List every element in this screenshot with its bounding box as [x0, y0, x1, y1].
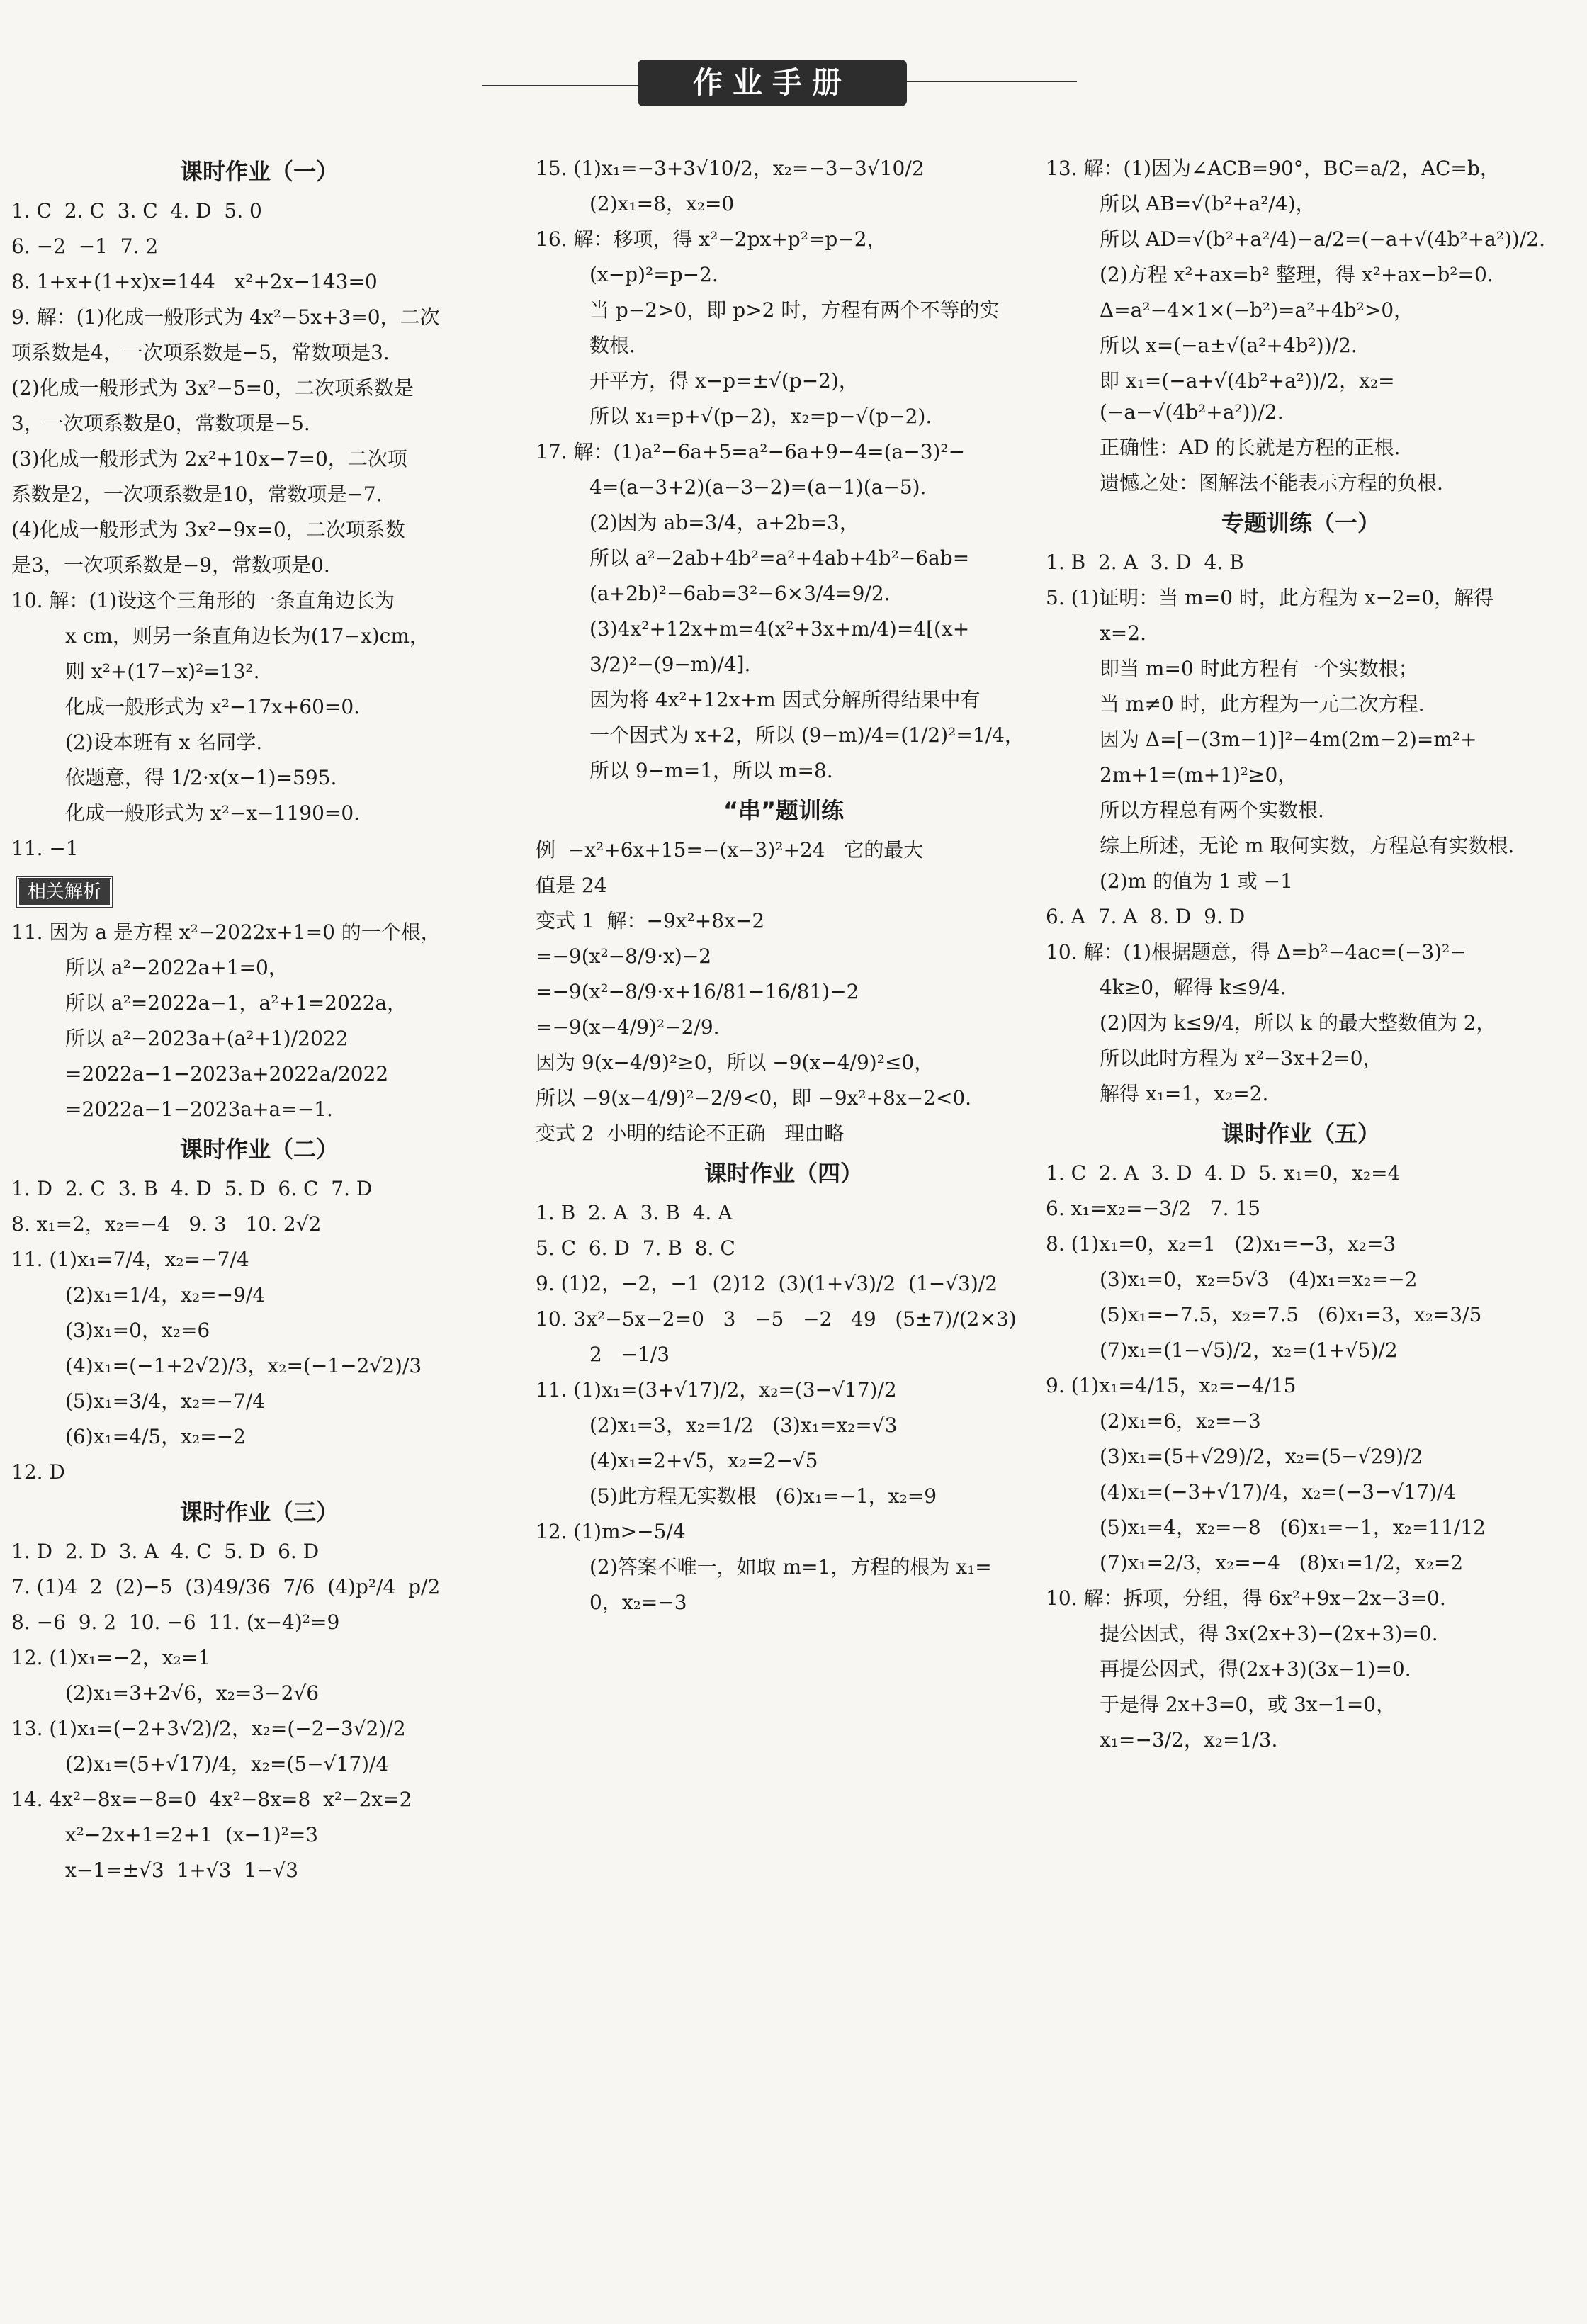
- answer-line: 所以 AB=√(b²+a²/4)，: [1100, 192, 1316, 215]
- answer-line: 正确性：AD 的长就是方程的正根.: [1100, 436, 1401, 459]
- answer-line: 所以方程总有两个实数根.: [1100, 799, 1324, 822]
- answer-line: 10. 解：拆项，分组，得 6x²+9x−2x−3=0.: [1046, 1586, 1446, 1610]
- answer-line: 13. (1)x₁=(−2+3√2)/2，x₂=(−2−3√2)/2: [11, 1717, 406, 1740]
- answer-line: 系数是2，一次项系数是10，常数项是−7.: [11, 483, 383, 506]
- answer-line: 当 p−2>0，即 p>2 时，方程有两个不等的实: [589, 298, 1000, 322]
- answer-line: =−9(x²−8/9·x)−2: [536, 944, 712, 968]
- section-heading: 课时作业（五）: [1221, 1120, 1380, 1147]
- tag-row: [11, 869, 507, 913]
- answer-line: Δ=a²−4×1×(−b²)=a²+4b²>0，: [1100, 298, 1414, 322]
- answer-line: (5)x₁=4，x₂=−8 (6)x₁=−1，x₂=11/12: [1100, 1516, 1486, 1539]
- answer-line: (a+2b)²−6ab=3²−6×3/4=9/2.: [589, 582, 891, 605]
- answer-line: (2)x₁=3，x₂=1/2 (3)x₁=x₂=√3: [589, 1414, 898, 1437]
- answer-line: 所以 a²=2022a−1，a²+1=2022a，: [65, 991, 407, 1015]
- answer-line: (6)x₁=4/5，x₂=−2: [65, 1425, 246, 1448]
- answer-line: 一个因式为 x+2，所以 (9−m)/4=(1/2)²=1/4，: [589, 723, 1024, 747]
- answer-line: 1. D 2. C 3. B 4. D 5. D 6. C 7. D: [11, 1177, 373, 1200]
- page-title: 作业手册: [638, 60, 907, 106]
- answer-line: (4)x₁=(−3+√17)/4，x₂=(−3−√17)/4: [1100, 1480, 1457, 1504]
- answer-line: 0，x₂=−3: [589, 1591, 687, 1614]
- answer-line: (3)x₁=0，x₂=6: [65, 1319, 210, 1342]
- answer-line: =2022a−1−2023a+a=−1.: [65, 1098, 333, 1121]
- section-heading: “串”题训练: [723, 797, 845, 824]
- answer-line: (2)因为 ab=3/4，a+2b=3，: [589, 511, 859, 534]
- answer-line: 所以 −9(x−4/9)²−2/9<0，即 −9x²+8x−2<0.: [536, 1086, 972, 1110]
- answer-line: 11. (1)x₁=(3+√17)/2，x₂=(3−√17)/2: [536, 1378, 897, 1401]
- answer-line: x₁=−3/2，x₂=1/3.: [1100, 1728, 1278, 1752]
- answer-line: 4k≥0，解得 k≤9/4.: [1100, 976, 1287, 999]
- answer-line: (2)方程 x²+ax=b² 整理，得 x²+ax−b²=0.: [1100, 263, 1493, 286]
- answer-line: 所以 AD=√(b²+a²/4)−a/2=(−a+√(4b²+a²))/2.: [1100, 227, 1546, 251]
- answer-line: 1. C 2. C 3. C 4. D 5. 0: [11, 199, 262, 222]
- answer-line: 3，一次项系数是0，常数项是−5.: [11, 412, 310, 435]
- section-heading: 课时作业（四）: [704, 1160, 863, 1187]
- answer-line: 当 m≠0 时，此方程为一元二次方程.: [1100, 692, 1425, 716]
- answer-line: =−9(x−4/9)²−2/9.: [536, 1015, 720, 1039]
- related-analysis-tag: 相关解析: [17, 877, 112, 907]
- answer-line: 10. 3x²−5x−2=0 3 −5 −2 49 (5±7)/(2×3): [536, 1307, 1017, 1331]
- answer-line: 8. 1+x+(1+x)x=144 x²+2x−143=0: [11, 270, 378, 293]
- answer-line: (2)设本班有 x 名同学.: [65, 731, 263, 754]
- answer-line: 12. (1)m>−5/4: [536, 1520, 686, 1543]
- answer-line: (4)x₁=(−1+2√2)/3，x₂=(−1−2√2)/3: [65, 1354, 422, 1377]
- answer-line: (2)x₁=3+2√6，x₂=3−2√6: [65, 1681, 320, 1705]
- answer-line: 变式 2 小明的结论不正确 理由略: [536, 1122, 845, 1145]
- answer-line: 1. B 2. A 3. D 4. B: [1046, 551, 1244, 574]
- answer-line: (2)因为 k≤9/4，所以 k 的最大整数值为 2，: [1100, 1011, 1496, 1034]
- answer-line: (2)x₁=6，x₂=−3: [1100, 1409, 1261, 1433]
- answer-line: 即当 m=0 时此方程有一个实数根；: [1100, 657, 1418, 680]
- answer-line: x²−2x+1=2+1 (x−1)²=3: [65, 1823, 319, 1846]
- answer-line: 化成一般形式为 x²−x−1190=0.: [65, 801, 361, 825]
- answer-line: x=2.: [1100, 621, 1146, 645]
- answer-line: (7)x₁=(1−√5)/2，x₂=(1+√5)/2: [1100, 1338, 1398, 1362]
- answer-line: 17. 解：(1)a²−6a+5=a²−6a+9−4=(a−3)²−: [536, 440, 966, 463]
- answer-line: 于是得 2x+3=0，或 3x−1=0，: [1100, 1693, 1396, 1716]
- answer-line: (5)此方程无实数根 (6)x₁=−1，x₂=9: [589, 1484, 937, 1508]
- answer-line: 则 x²+(17−x)²=13².: [65, 660, 260, 683]
- answer-line: (5)x₁=−7.5，x₂=7.5 (6)x₁=3，x₂=3/5: [1100, 1303, 1482, 1326]
- answer-line: (2)x₁=(5+√17)/4，x₂=(5−√17)/4: [65, 1752, 389, 1776]
- answer-line: 是3，一次项系数是−9，常数项是0.: [11, 553, 330, 577]
- answer-line: 8. (1)x₁=0，x₂=1 (2)x₁=−3，x₂=3: [1046, 1232, 1396, 1256]
- answer-line: (4)化成一般形式为 3x²−9x=0，二次项系数: [11, 518, 405, 541]
- answer-line: 5. (1)证明：当 m=0 时，此方程为 x−2=0，解得: [1046, 586, 1494, 609]
- answer-line: 例 −x²+6x+15=−(x−3)²+24 它的最大: [536, 838, 924, 862]
- answer-line: (7)x₁=2/3，x₂=−4 (8)x₁=1/2，x₂=2: [1100, 1551, 1464, 1574]
- answer-line: 1. D 2. D 3. A 4. C 5. D 6. D: [11, 1540, 320, 1563]
- answer-line: 10. 解：(1)根据题意，得 Δ=b²−4ac=(−3)²−: [1046, 940, 1467, 964]
- answer-line: 再提公因式，得(2x+3)(3x−1)=0.: [1100, 1657, 1411, 1681]
- answer-line: 14. 4x²−8x=−8=0 4x²−8x=8 x²−2x=2: [11, 1788, 412, 1811]
- answer-line: 3/2)²−(9−m)/4].: [589, 653, 751, 676]
- answer-line: 8. −6 9. 2 10. −6 11. (x−4)²=9: [11, 1611, 340, 1634]
- answer-line: (2)答案不唯一，如取 m=1，方程的根为 x₁=: [589, 1555, 992, 1579]
- section-heading: 课时作业（三）: [179, 1499, 339, 1525]
- header-rule-left: [482, 85, 638, 86]
- answer-line: (4)x₁=2+√5，x₂=2−√5: [589, 1449, 818, 1472]
- answer-line: =2022a−1−2023a+2022a/2022: [65, 1062, 389, 1085]
- answer-line: 8. x₁=2，x₂=−4 9. 3 10. 2√2: [11, 1212, 322, 1236]
- answer-line: 11. −1: [11, 837, 79, 860]
- answer-line: (3)4x²+12x+m=4(x²+3x+m/4)=4[(x+: [589, 617, 970, 641]
- answer-line: 所以此时方程为 x²−3x+2=0，: [1100, 1047, 1383, 1070]
- answer-line: 12. D: [11, 1460, 65, 1484]
- answer-line: 13. 解：(1)因为∠ACB=90°，BC=a/2，AC=b，: [1046, 157, 1500, 180]
- answer-line: (2)化成一般形式为 3x²−5=0，二次项系数是: [11, 376, 414, 400]
- answer-line: (5)x₁=3/4，x₂=−7/4: [65, 1389, 266, 1413]
- answer-line: 值是 24: [536, 874, 607, 897]
- answer-line: 12. (1)x₁=−2，x₂=1: [11, 1646, 211, 1669]
- answer-line: 所以 a²−2ab+4b²=a²+4ab+4b²−6ab=: [589, 546, 970, 570]
- answer-line: 因为 Δ=[−(3m−1)]²−4m(2m−2)=m²+: [1100, 728, 1477, 751]
- section-heading: 课时作业（二）: [179, 1136, 339, 1163]
- answer-line: 9. (1)2，−2，−1 (2)12 (3)(1+√3)/2 (1−√3)/2: [536, 1272, 998, 1295]
- answer-line: 所以 a²−2023a+(a²+1)/2022: [65, 1027, 349, 1050]
- answer-line: 数根.: [589, 334, 636, 357]
- answer-line: 1. C 2. A 3. D 4. D 5. x₁=0，x₂=4: [1046, 1161, 1401, 1185]
- section-heading: 专题训练（一）: [1221, 509, 1380, 536]
- answer-line: 6. A 7. A 8. D 9. D: [1046, 905, 1246, 928]
- answer-line: 提公因式，得 3x(2x+3)−(2x+3)=0.: [1100, 1622, 1438, 1645]
- answer-line: =−9(x²−8/9·x+16/81−16/81)−2: [536, 980, 859, 1003]
- answer-column-2: [536, 149, 1032, 1623]
- answer-line: (3)化成一般形式为 2x²+10x−7=0，二次项: [11, 447, 407, 470]
- answer-line: 因为将 4x²+12x+m 因式分解所得结果中有: [589, 688, 981, 711]
- answer-line: 项系数是4，一次项系数是−5，常数项是3.: [11, 341, 390, 364]
- answer-line: 2m+1=(m+1)²≥0，: [1100, 763, 1298, 786]
- answer-line: 9. 解：(1)化成一般形式为 4x²−5x+3=0，二次: [11, 305, 440, 329]
- answer-line: 6. −2 −1 7. 2: [11, 235, 159, 258]
- answer-line: 所以 x=(−a±√(a²+4b²))/2.: [1100, 334, 1357, 357]
- answer-line: (2)m 的值为 1 或 −1: [1100, 869, 1293, 893]
- answer-line: 7. (1)4 2 (2)−5 (3)49/36 7/6 (4)p²/4 p/2: [11, 1575, 441, 1598]
- answer-line: (3)x₁=0，x₂=5√3 (4)x₁=x₂=−2: [1100, 1268, 1418, 1291]
- answer-column-1: [11, 149, 507, 1890]
- answer-line: 15. (1)x₁=−3+3√10/2，x₂=−3−3√10/2: [536, 157, 925, 180]
- answer-line: 所以 9−m=1，所以 m=8.: [589, 759, 833, 782]
- answer-line: 9. (1)x₁=4/15，x₂=−4/15: [1046, 1374, 1297, 1397]
- answer-line: (3)x₁=(5+√29)/2，x₂=(5−√29)/2: [1100, 1445, 1423, 1468]
- answer-line: 11. (1)x₁=7/4，x₂=−7/4: [11, 1248, 249, 1271]
- answer-line: (x−p)²=p−2.: [589, 263, 718, 286]
- answer-line: 10. 解：(1)设这个三角形的一条直角边长为: [11, 589, 395, 612]
- answer-line: 因为 9(x−4/9)²≥0，所以 −9(x−4/9)²≤0，: [536, 1051, 934, 1074]
- answer-line: 综上所述，无论 m 取何实数，方程总有实数根.: [1100, 834, 1515, 857]
- page-header: [0, 55, 1587, 123]
- section-heading: 课时作业（一）: [179, 158, 339, 185]
- answer-line: 变式 1 解：−9x²+8x−2: [536, 909, 765, 932]
- answer-line: 2 −1/3: [589, 1343, 670, 1366]
- answer-line: 11. 因为 a 是方程 x²−2022x+1=0 的一个根，: [11, 920, 441, 944]
- answer-line: 1. B 2. A 3. B 4. A: [536, 1201, 733, 1224]
- answer-line: 遗憾之处：图解法不能表示方程的负根.: [1100, 471, 1443, 495]
- answer-line: x cm，则另一条直角边长为(17−x)cm，: [65, 624, 429, 648]
- answer-column-3: [1046, 149, 1556, 1760]
- answer-line: 即 x₁=(−a+√(4b²+a²))/2，x₂=(−a−√(4b²+a²))/2.: [1100, 369, 1395, 424]
- answer-line: 开平方，得 x−p=±√(p−2)，: [589, 369, 859, 393]
- answer-line: 依题意，得 1/2·x(x−1)=595.: [65, 766, 337, 789]
- answer-line: 所以 x₁=p+√(p−2)，x₂=p−√(p−2).: [589, 405, 932, 428]
- answer-line: x−1=±√3 1+√3 1−√3: [65, 1858, 299, 1882]
- answer-line: (2)x₁=8，x₂=0: [589, 192, 735, 215]
- answer-line: 所以 a²−2022a+1=0，: [65, 956, 288, 979]
- answer-line: 5. C 6. D 7. B 8. C: [536, 1236, 735, 1260]
- answer-line: 化成一般形式为 x²−17x+60=0.: [65, 695, 361, 718]
- answer-line: 解得 x₁=1，x₂=2.: [1100, 1082, 1269, 1105]
- answer-line: 6. x₁=x₂=−3/2 7. 15: [1046, 1197, 1261, 1220]
- answer-line: (2)x₁=1/4，x₂=−9/4: [65, 1283, 266, 1307]
- answer-line: 4=(a−3+2)(a−3−2)=(a−1)(a−5).: [589, 475, 927, 499]
- header-rule-right: [907, 81, 1077, 82]
- answer-line: 16. 解：移项，得 x²−2px+p²=p−2，: [536, 227, 887, 251]
